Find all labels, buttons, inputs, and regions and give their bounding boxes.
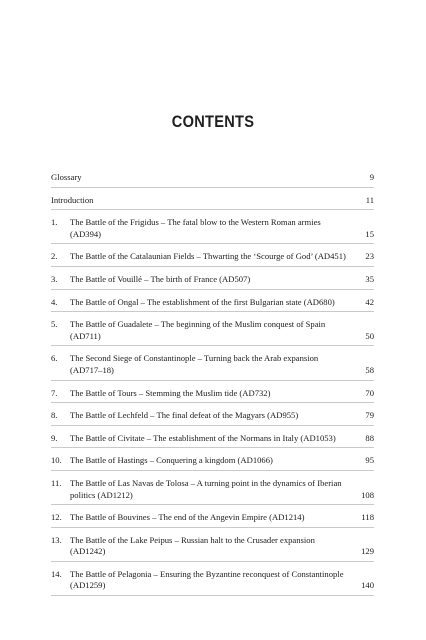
toc-entry-number: 7. — [51, 387, 58, 398]
toc-entry-chapter-6[interactable] — [51, 353, 374, 380]
toc-entry-title: The Battle of Las Navas de Tolosa – A turning point in the dynamics of Iberian politics (AD1212) — [70, 477, 342, 500]
toc-entry-number: 13. — [51, 534, 62, 545]
toc-entry-title: The Battle of Pelagonia – Ensuring the Byzantine reconquest of Constantinople (AD1259) — [70, 568, 344, 591]
toc-entry-title: The Battle of Tours – Stemming the Muslim tide (AD732) — [70, 387, 271, 398]
toc-entry-page: 79 — [365, 410, 374, 421]
page-title: CONTENTS — [171, 112, 255, 131]
toc-entry-title: The Battle of Guadalete – The beginning of the Muslim conquest of Spain (AD711) — [70, 319, 326, 341]
toc-entry-page: 118 — [361, 512, 374, 523]
toc-entry-chapter-4[interactable] — [51, 297, 374, 313]
toc-entry-chapter-14[interactable] — [51, 569, 374, 596]
toc-entry-title: The Battle of the Catalaunian Fields – Thwarting the ‘Scourge of God’ (AD451) — [70, 251, 346, 262]
toc-entry-title: The Battle of the Frigidus – The fatal blow to the Western Roman armies (AD394) — [70, 217, 321, 239]
toc-entry-page: 23 — [365, 251, 374, 262]
toc-entry-title: The Battle of Civitate – The establishment of the Normans in Italy (AD1053) — [70, 432, 336, 443]
toc-entry-title: The Battle of Ongal – The establishment of the first Bulgarian state (AD680) — [70, 296, 335, 307]
toc-entry-number: 5. — [51, 319, 58, 330]
toc-entry-glossary[interactable] — [51, 172, 374, 188]
toc-entry-title: Glossary — [51, 172, 82, 182]
toc-entry-chapter-7[interactable] — [51, 388, 374, 404]
toc-entry-title: The Battle of Hastings – Conquering a kingdom (AD1066) — [70, 455, 273, 466]
toc-entry-chapter-1[interactable] — [51, 217, 374, 244]
toc-entry-chapter-8[interactable] — [51, 410, 374, 426]
toc-entry-number: 1. — [51, 217, 58, 228]
toc-entry-page: 70 — [365, 387, 374, 398]
toc-entry-number: 8. — [51, 410, 58, 421]
toc-entry-title: Introduction — [51, 194, 94, 205]
toc-entry-page: 42 — [365, 296, 374, 307]
toc-entry-number: 6. — [51, 353, 58, 364]
toc-entry-page: 140 — [361, 580, 374, 591]
toc-entry-introduction[interactable] — [51, 195, 374, 211]
toc-entry-chapter-11[interactable] — [51, 478, 374, 505]
toc-entry-number: 4. — [51, 296, 58, 307]
toc-entry-title: The Battle of Lechfeld – The final defeat of the Magyars (AD955) — [70, 410, 299, 421]
toc-entry-chapter-9[interactable] — [51, 433, 374, 449]
table-of-contents — [51, 172, 374, 603]
toc-entry-page: 88 — [365, 432, 374, 443]
toc-entry-title: The Second Siege of Constantinople – Turning back the Arab expansion (AD717–18) — [70, 353, 319, 375]
toc-entry-title: The Battle of Bouvines – The end of the Angevin Empire (AD1214) — [70, 512, 305, 523]
toc-entry-page: 50 — [365, 330, 374, 341]
toc-entry-number: 11. — [51, 477, 62, 488]
toc-entry-page: 129 — [361, 546, 374, 557]
toc-entry-page: 58 — [365, 364, 374, 375]
toc-entry-page: 9 — [369, 172, 374, 182]
toc-entry-number: 14. — [51, 568, 62, 579]
toc-entry-chapter-12[interactable] — [51, 512, 374, 528]
toc-entry-number: 12. — [51, 512, 62, 523]
toc-entry-chapter-5[interactable] — [51, 319, 374, 346]
toc-entry-page: 95 — [365, 455, 374, 466]
toc-entry-chapter-13[interactable] — [51, 535, 374, 562]
toc-entry-chapter-2[interactable] — [51, 251, 374, 267]
toc-entry-number: 3. — [51, 273, 58, 284]
toc-entry-number: 2. — [51, 251, 58, 262]
toc-entry-chapter-3[interactable] — [51, 274, 374, 290]
toc-entry-page: 15 — [365, 228, 374, 239]
toc-entry-page: 108 — [361, 489, 374, 500]
toc-entry-chapter-10[interactable] — [51, 455, 374, 471]
toc-entry-title: The Battle of the Lake Peipus – Russian halt to the Crusader expansion (AD1242) — [70, 534, 315, 557]
toc-entry-number: 9. — [51, 432, 58, 443]
toc-entry-title: The Battle of Vouillé – The birth of France (AD507) — [70, 273, 251, 284]
toc-entry-page: 35 — [365, 273, 374, 284]
toc-entry-number: 10. — [51, 455, 62, 466]
toc-entry-page: 11 — [365, 194, 374, 205]
